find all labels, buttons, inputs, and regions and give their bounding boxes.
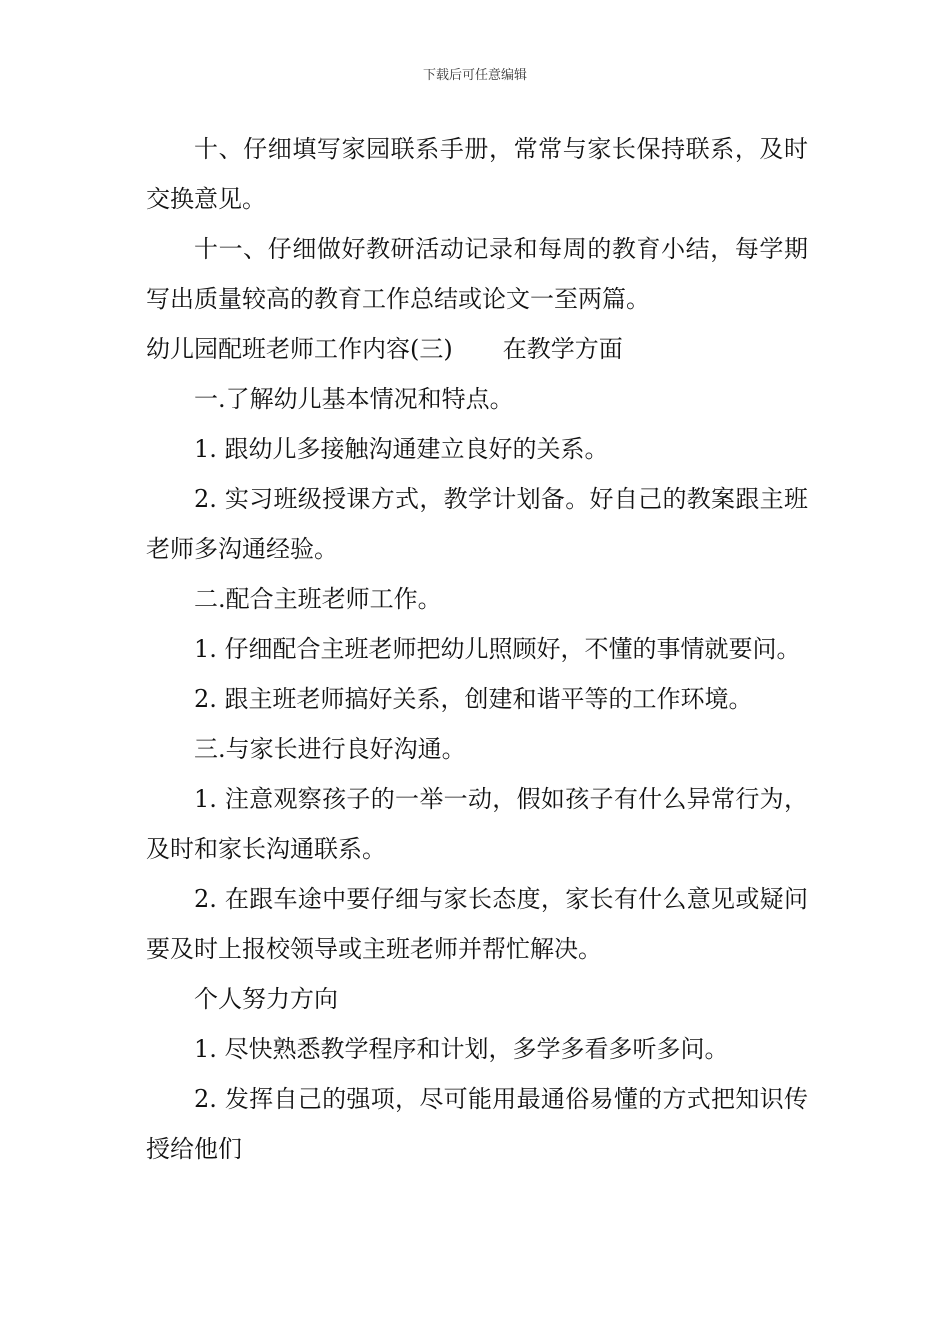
section-heading: [146, 324, 808, 374]
list-item: 1. 跟幼儿多接触沟通建立良好的关系。: [194, 435, 609, 463]
list-item: 三.与家长进行良好沟通。: [194, 735, 466, 763]
paragraph-ten: 十、仔细填写家园联系手册，常常与家长保持联系，及时交换意见。: [146, 135, 808, 213]
list-item: 1. 仔细配合主班老师把幼儿照顾好，不懂的事情就要问。: [194, 635, 801, 663]
list-item: 2. 实习班级授课方式，教学计划备。好自己的教案跟主班老师多沟通经验。: [146, 485, 808, 563]
list-item: 1. 尽快熟悉教学程序和计划，多学多看多听多问。: [194, 1035, 729, 1063]
list-item: 一.了解幼儿基本情况和特点。: [194, 385, 514, 413]
document-body: [146, 124, 808, 1174]
list-item: 2. 在跟车途中要仔细与家长态度，家长有什么意见或疑问要及时上报校领导或主班老师并帮忙解决。: [146, 885, 808, 963]
page-header-note: 下载后可任意编辑: [422, 68, 527, 83]
list-item: 2. 发挥自己的强项，尽可能用最通俗易懂的方式把知识传授给他们: [146, 1085, 808, 1163]
list-item: 2. 跟主班老师搞好关系，创建和谐平等的工作环境。: [194, 685, 753, 713]
list-item: 1. 注意观察孩子的一举一动，假如孩子有什么异常行为，及时和家长沟通联系。: [146, 785, 808, 863]
paragraph-eleven: 十一、仔细做好教研活动记录和每周的教育小结，每学期写出质量较高的教育工作总结或论文一至两篇。: [146, 235, 808, 313]
list-item: 二.配合主班老师工作。: [194, 585, 442, 613]
section-heading-title: 幼儿园配班老师工作内容(三): [146, 335, 453, 363]
section-heading-subtitle: 在教学方面: [502, 335, 623, 363]
list-item: 个人努力方向: [194, 985, 338, 1013]
